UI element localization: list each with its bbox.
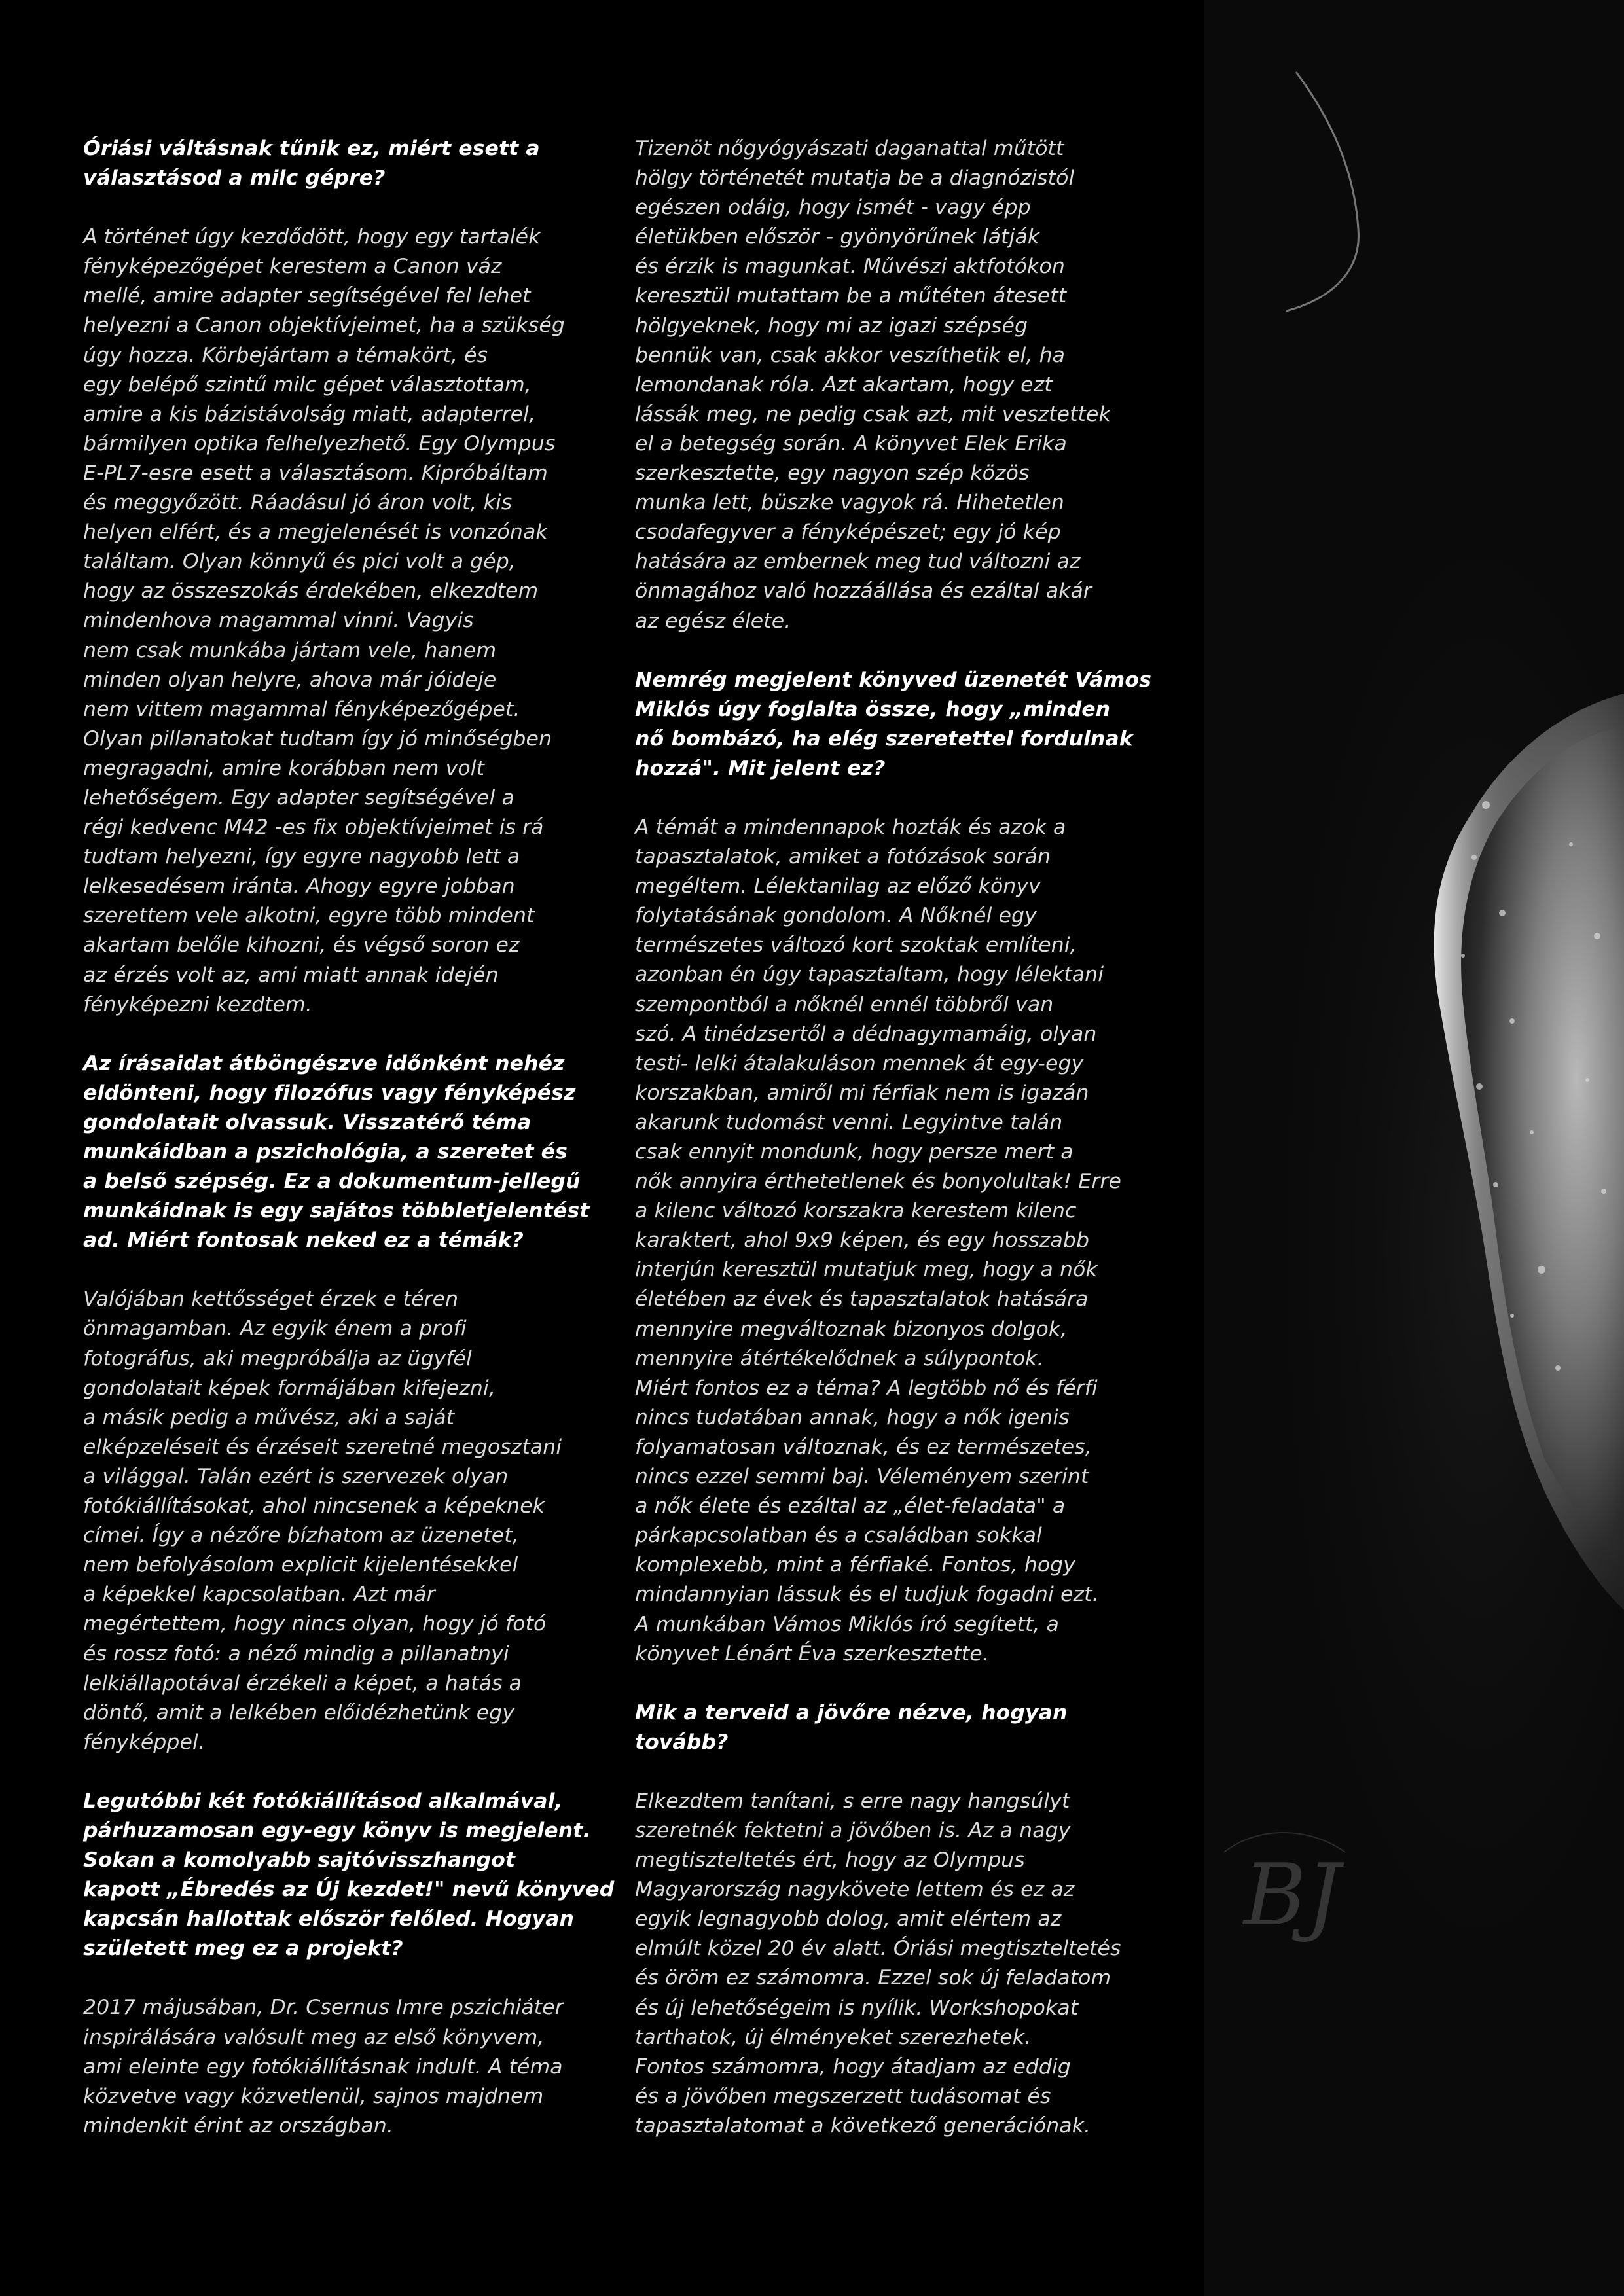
text-line: és a jövőben megszerzett tudásomat és bbox=[635, 2084, 1051, 2108]
text-line: A történet úgy kezdődött, hogy egy tartalék bbox=[83, 225, 541, 249]
interview-answer bbox=[83, 223, 594, 1020]
interview-answer bbox=[635, 1787, 1152, 2141]
text-line: párkapcsolatban és a családban sokkal bbox=[635, 1524, 1042, 1548]
text-line: helyezni a Canon objektívjeimet, ha a szükség bbox=[83, 314, 565, 338]
text-line: amire a kis bázistávolság miatt, adapterrel, bbox=[83, 402, 536, 426]
text-line: eldönteni, hogy filozófus vagy fényképész bbox=[83, 1081, 576, 1105]
text-line: mindenhova magammal vinni. Vagyis bbox=[83, 609, 474, 633]
text-line: folytatásának gondolom. A Nőknél egy bbox=[635, 904, 1037, 928]
text-line: helyen elfért, és a megjelenését is vonzónak bbox=[83, 520, 548, 545]
text-line: munkáidnak is egy sajátos többletjelentést bbox=[83, 1199, 590, 1223]
text-line: Miklós úgy foglalta össze, hogy „minden bbox=[635, 697, 1111, 721]
text-line: született meg ez a projekt? bbox=[83, 1937, 403, 1961]
text-line: tudtam helyezni, így egyre nagyobb lett a bbox=[83, 845, 520, 869]
interview-question bbox=[83, 1049, 594, 1256]
text-line: Olyan pillanatokat tudtam így jó minőségben bbox=[83, 726, 552, 751]
text-line: tarthatok, új élményeket szerezhetek. bbox=[635, 2025, 1032, 2049]
text-line: természetes változó kort szoktak említeni, bbox=[635, 933, 1077, 958]
text-line: tapasztalatok, amiket a fotózások során bbox=[635, 845, 1051, 869]
text-line: és öröm ez számomra. Ezzel sok új feladatom bbox=[635, 1966, 1111, 1990]
portrait-photo bbox=[1204, 0, 1624, 2296]
text-line: életükben először - gyönyörűnek látják bbox=[635, 225, 1040, 249]
text-line: mellé, amire adapter segítségével fel lehet bbox=[83, 284, 531, 308]
text-line: inspirálására valósult meg az első könyvem, bbox=[83, 2025, 545, 2049]
text-line: hozzá". Mit jelent ez? bbox=[635, 756, 886, 780]
text-line: közvetve vagy közvetlenül, sajnos majdnem bbox=[83, 2084, 544, 2108]
text-line: kapott „Ébredés az Új kezdet!" nevű könyved bbox=[83, 1878, 615, 1902]
text-line: Az írásaidat átböngészve időnként nehéz bbox=[83, 1051, 565, 1075]
text-line: címei. Így a nézőre bízhatom az üzenetet, bbox=[83, 1524, 519, 1548]
text-line: fotókiállításokat, ahol nincsenek a képeknek bbox=[83, 1494, 545, 1518]
text-line: a világgal. Talán ezért is szervezek olyan bbox=[83, 1464, 509, 1488]
text-line: megragadni, amire korábban nem volt bbox=[83, 756, 485, 780]
text-line: fotográfus, aki megpróbálja az ügyfél bbox=[83, 1346, 472, 1371]
text-line: karaktert, ahol 9x9 képen, és egy hosszabb bbox=[635, 1229, 1090, 1253]
text-line: nincs tudatában annak, hogy a nők igenis bbox=[635, 1405, 1070, 1429]
text-line: lehetőségem. Egy adapter segítségével a bbox=[83, 785, 514, 810]
text-line: interjún keresztül mutatjuk meg, hogy a nők bbox=[635, 1258, 1098, 1282]
interview-question bbox=[83, 134, 594, 193]
text-line: egy belépő szintű milc gépet választottam, bbox=[83, 372, 532, 397]
text-line: szempontból a nőknél ennél többről van bbox=[635, 992, 1054, 1016]
text-line: a másik pedig a művész, aki a saját bbox=[83, 1405, 455, 1429]
text-line: a kilenc változó korszakra kerestem kilenc bbox=[635, 1199, 1077, 1223]
text-line: lelkiállapotával érzékeli a képet, a hatás a bbox=[83, 1671, 522, 1695]
text-line: mindannyian lássuk és el tudjuk fogadni ezt. bbox=[635, 1583, 1099, 1607]
text-line: önmagához való hozzáállása és ezáltal akár bbox=[635, 579, 1092, 603]
text-line: korszakban, amiről mi férfiak nem is igazán bbox=[635, 1081, 1089, 1105]
text-line: és rossz fotó: a néző mindig a pillanatnyi bbox=[83, 1641, 509, 1666]
text-line: akartam belőle kihozni, és végső soron ez bbox=[83, 933, 520, 958]
text-line: 2017 májusában, Dr. Csernus Imre pszichiáter bbox=[83, 1996, 564, 2020]
text-line: mindenkit érint az országban. bbox=[83, 2113, 394, 2138]
text-line: Elkezdtem tanítani, s erre nagy hangsúlyt bbox=[635, 1789, 1070, 1813]
text-line: nem befolyásolom explicit kijelentésekkel bbox=[83, 1553, 518, 1577]
text-line: A témát a mindennapok hozták és azok a bbox=[635, 815, 1066, 839]
text-line: és érzik is magunkat. Művészi aktfotókon bbox=[635, 255, 1065, 279]
text-line: ad. Miért fontosak neked ez a témák? bbox=[83, 1229, 524, 1253]
text-line: Nemrég megjelent könyved üzenetét Vámos bbox=[635, 668, 1151, 692]
interview-answer bbox=[83, 1285, 594, 1757]
text-line: lelkesedésem iránta. Ahogy egyre jobban bbox=[83, 874, 515, 899]
text-line: bennük van, csak akkor veszíthetik el, ha bbox=[635, 343, 1066, 367]
text-line: Tizenöt nőgyógyászati daganattal műtött bbox=[635, 137, 1064, 160]
text-line: minden olyan helyre, ahova már jóideje bbox=[83, 668, 497, 692]
text-line: megértettem, hogy nincs olyan, hogy jó fotó bbox=[83, 1612, 547, 1636]
text-line: mennyire megváltoznak bizonyos dolgok, bbox=[635, 1317, 1068, 1341]
text-line: nők annyira érthetetlenek és bonyolultak! Erre bbox=[635, 1170, 1121, 1194]
text-line: szerkesztette, egy nagyon szép közös bbox=[635, 461, 1030, 486]
text-line: Miért fontos ez a téma? A legtöbb nő és férfi bbox=[635, 1376, 1098, 1400]
photo-artwork bbox=[1204, 0, 1624, 2296]
text-line: lássák meg, ne pedig csak azt, mit vesztettek bbox=[635, 402, 1111, 426]
text-line: szeretnék fektetni a jövőben is. Az a nagy bbox=[635, 1818, 1071, 1842]
text-line: keresztül mutattam be a műtéten átesett bbox=[635, 284, 1067, 308]
text-line: elképzeléseit és érzéseit szeretné megosztani bbox=[83, 1435, 562, 1459]
interview-answer bbox=[635, 813, 1152, 1669]
text-line: nem vittem magammal fényképezőgépet. bbox=[83, 697, 520, 721]
text-line: Valójában kettősséget érzek e téren bbox=[83, 1287, 459, 1312]
text-line: hölgyeknek, hogy mi az igazi szépség bbox=[635, 314, 1028, 338]
text-line: szó. A tinédzsertől a dédnagymamáig, olyan bbox=[635, 1022, 1097, 1046]
text-line: Fontos számomra, hogy átadjam az eddig bbox=[635, 2054, 1071, 2079]
text-line: fényképpel. bbox=[83, 1730, 205, 1754]
text-line: és meggyőzött. Ráadásul jó áron volt, kis bbox=[83, 491, 513, 515]
text-line: nem csak munkába jártam vele, hanem bbox=[83, 638, 497, 662]
text-line: Sokan a komolyabb sajtóvisszhangot bbox=[83, 1848, 516, 1873]
text-line: azonban én úgy tapasztaltam, hogy lélektani bbox=[635, 963, 1104, 987]
text-line: Mik a terveid a jövőre nézve, hogyan bbox=[635, 1700, 1068, 1725]
text-line: hatására az embernek meg tud változni az bbox=[635, 550, 1081, 574]
text-line: tovább? bbox=[635, 1730, 729, 1754]
text-line: hölgy történetét mutatja be a diagnózistól bbox=[635, 166, 1075, 190]
text-line: párhuzamosan egy-egy könyv is megjelent. bbox=[83, 1818, 591, 1842]
text-line: komplexebb, mint a férfiaké. Fontos, hogy bbox=[635, 1553, 1076, 1577]
text-line: el a betegség során. A könyvet Elek Erika bbox=[635, 431, 1067, 456]
text-line: ami eleinte egy fotókiállításnak indult. A téma bbox=[83, 2054, 563, 2079]
text-line: csodafegyver a fényképészet; egy jó kép bbox=[635, 520, 1061, 545]
text-line: munkáidban a pszichológia, a szeretet és bbox=[83, 1140, 568, 1164]
text-line: egyik legnagyobb dolog, amit elértem az bbox=[635, 1907, 1062, 1931]
text-line: A munkában Vámos Miklós író segített, a bbox=[635, 1612, 1060, 1636]
text-line: az egész élete. bbox=[635, 609, 791, 633]
text-line: egészen odáig, hogy ismét - vagy épp bbox=[635, 196, 1031, 220]
text-line: önmagamban. Az egyik énem a profi bbox=[83, 1317, 467, 1341]
text-line: fényképezőgépet kerestem a Canon váz bbox=[83, 255, 502, 279]
text-line: nő bombázó, ha elég szeretettel fordulnak bbox=[635, 726, 1133, 751]
text-line: E-PL7-esre esett a választásom. Kipróbáltam bbox=[83, 461, 548, 485]
text-line: elmúlt közel 20 év alatt. Óriási megtiszteltetés bbox=[635, 1937, 1121, 1961]
interview-answer bbox=[635, 134, 1152, 636]
text-line: a képekkel kapcsolatban. Azt már bbox=[83, 1583, 435, 1607]
text-line: folyamatosan változnak, és ez természetes, bbox=[635, 1435, 1092, 1459]
text-line: megtiszteltetés ért, hogy az Olympus bbox=[635, 1848, 1025, 1873]
text-line: régi kedvenc M42 -es fix objektívjeimet is rá bbox=[83, 816, 544, 840]
text-line: testi- lelki átalakuláson mennek át egy-egy bbox=[635, 1051, 1084, 1075]
text-line: a nők élete és ezáltal az „élet-feladata" a bbox=[635, 1494, 1066, 1518]
text-line: találtam. Olyan könnyű és pici volt a gép, bbox=[83, 550, 516, 574]
right-text-column bbox=[635, 134, 1152, 2170]
text-line: gondolatait képek formájában kifejezni, bbox=[83, 1376, 496, 1400]
text-line: döntő, amit a lelkében előidézhetünk egy bbox=[83, 1700, 515, 1725]
text-line: hogy az összeszokás érdekében, elkezdtem bbox=[83, 579, 539, 603]
text-line: szerettem vele alkotni, egyre több mindent bbox=[83, 904, 535, 928]
left-text-column bbox=[83, 134, 615, 2170]
text-line: fényképezni kezdtem. bbox=[83, 992, 312, 1016]
text-line: az érzés volt az, ami miatt annak idején bbox=[83, 963, 499, 987]
text-line: bármilyen optika felhelyezhető. Egy Olympus bbox=[83, 431, 556, 456]
text-line: úgy hozza. Körbejártam a témakört, és bbox=[83, 343, 488, 367]
text-line: és új lehetőségeim is nyílik. Workshopokat bbox=[635, 1996, 1079, 2020]
text-line: tapasztalatomat a következő generációnak. bbox=[635, 2113, 1091, 2138]
text-line: kapcsán hallottak először felőled. Hogyan bbox=[83, 1907, 575, 1931]
text-line: lemondanak róla. Azt akartam, hogy ezt bbox=[635, 372, 1053, 397]
interview-question bbox=[635, 666, 1152, 783]
signature-watermark: BJ bbox=[1244, 1845, 1341, 1945]
text-line: gondolatait olvassuk. Visszatérő téma bbox=[83, 1110, 532, 1134]
text-line: választásod a milc gépre? bbox=[83, 166, 386, 190]
text-line: mennyire átértékelődnek a súlypontok. bbox=[635, 1346, 1044, 1371]
text-line: akarunk tudomást venni. Legyintve talán bbox=[635, 1110, 1063, 1134]
interview-question bbox=[83, 1787, 615, 1964]
text-line: Óriási váltásnak tűnik ez, miért esett a bbox=[83, 137, 540, 160]
text-line: a belső szépség. Ez a dokumentum-jellegű bbox=[83, 1170, 581, 1194]
text-line: Magyarország nagykövete lettem és ez az bbox=[635, 1878, 1075, 1902]
interview-answer bbox=[83, 1993, 594, 2140]
text-line: munka lett, büszke vagyok rá. Hihetetlen bbox=[635, 491, 1064, 515]
text-line: életében az évek és tapasztalatok hatására bbox=[635, 1287, 1089, 1312]
text-line: könyvet Lénárt Éva szerkesztette. bbox=[635, 1641, 989, 1666]
text-line: nincs ezzel semmi baj. Véleményem szerint bbox=[635, 1465, 1089, 1489]
text-line: Legutóbbi két fotókiállításod alkalmával, bbox=[83, 1789, 563, 1813]
text-line: csak ennyit mondunk, hogy persze mert a bbox=[635, 1140, 1074, 1164]
text-line: megéltem. Lélektanilag az előző könyv bbox=[635, 874, 1041, 899]
interview-question bbox=[635, 1698, 1152, 1757]
